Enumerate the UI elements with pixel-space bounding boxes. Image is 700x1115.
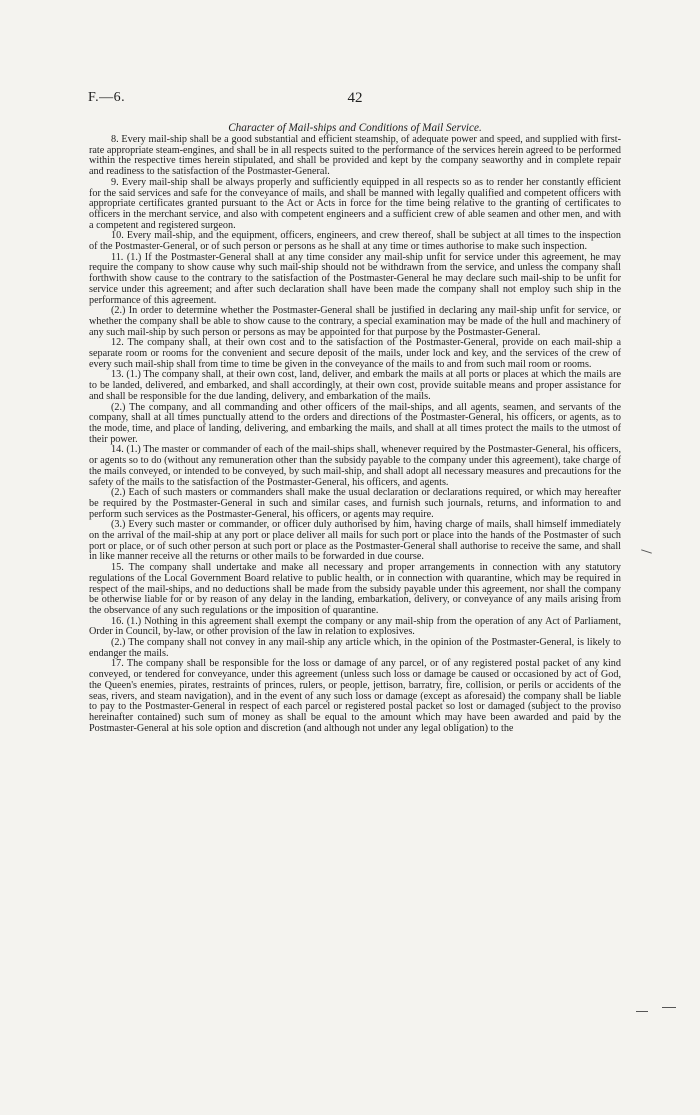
clause-9: 9. Every mail-ship shall be always properly and sufficiently equipped in all respects so as to render her constantly efficient for the said services and safe for the conveyance of mails, and shall be manned with legally qualified and competent officers with appropriate certificates granted pursuant to the Act or Acts in force for the time being relative to the granting of certificates to officers in the merchant service, and also with competent engineers and a sufficient crew of able seamen and other men, and with a competent and registered surgeon. xyxy=(89,176,621,231)
clause-16-1: 16. (1.) Nothing in this agreement shall exempt the company or any mail-ship from the operation of any Act of Parliament, Order in Council, by-law, or other provision of the law in relation to explosives. xyxy=(89,615,621,638)
clause-14-1: 14. (1.) The master or commander of each of the mail-ships shall, whenever required by the Postmaster-General, his officers, or agents so to do (without any remuneration other than the subsidy payable to the company under this agreement), take charge of the mails conveyed, or intended to be conveyed, by such mail-ship, and shall adopt all necessary measures and precautions for the safety of the mails to the satisfaction of the Postmaster-General, his officers, and agents. xyxy=(89,444,621,488)
clause-11-2: (2.) In order to determine whether the Postmaster-General shall be justified in declaring any mail-ship unfit for service, or whether the company shall be able to show cause to the contrary, a special examination may be made of the hull and machinery of any such mail-ship by such person or persons as may be appointed for that purpose by the Postmaster-General. xyxy=(89,305,621,338)
page-header xyxy=(88,90,622,110)
clause-11-1: 11. (1.) If the Postmaster-General shall at any time consider any mail-ship unfit for service under this agreement, he may require the company to show cause why such mail-ship should not be withdrawn from the service, and unless the company shall forthwith show cause to the contrary to the satisfaction of the Postmaster-General he may declare such mail-ship to be unfit for service under this agreement; and after such declaration shall have been made the company shall not employ such ship in the performance of this agreement. xyxy=(89,251,621,306)
clause-8: 8. Every mail-ship shall be a good substantial and efficient steamship, of adequate power and speed, and supplied with first-rate appropriate steam-engines, and shall be in all respects suited to the performance of the services herein agreed to be performed within the respective times herein stipulated, and shall be provided and kept by the company seaworthy and in complete repair and readiness to the satisfaction of the Postmaster-General. xyxy=(89,134,621,178)
clause-14-2: (2.) Each of such masters or commanders shall make the usual declaration or declarations required, or which may hereafter be required by the Postmaster-General in such and similar cases, and furnish such journals, returns, and information to and perform such services as the Postmaster-General, his officers, or agents may require. xyxy=(89,487,621,520)
clause-12: 12. The company shall, at their own cost and to the satisfaction of the Postmaster-General, provide on each mail-ship a separate room or rooms for the convenient and secure deposit of the mails, under lock and key, and the services of the crew of every such mail-ship shall from time to time be given in the conveyance of the mails to and from such mail room or rooms. xyxy=(89,337,621,370)
margin-mark xyxy=(662,1007,676,1008)
clause-10: 10. Every mail-ship, and the equipment, officers, engineers, and crew thereof, shall be subject at all times to the inspection of the Postmaster-General, or of such person or persons as he shall at any time or times authorise to make such inspection. xyxy=(89,230,621,253)
document-body xyxy=(89,135,621,734)
clause-15: 15. The company shall undertake and make all necessary and proper arrangements in connection with any statutory regulations of the Local Government Board relative to public health, or in connection with quarantine, which may be required in respect of the mail-ships, and no deductions shall be made from the subsidy payable under this agreement, nor shall the company be otherwise liable for or by reason of any delay in the landing, embarkation, delivery, or conveyance of any mails arising from the observance of any such regulations or the imposition of quarantine. xyxy=(89,562,621,616)
section-heading: Character of Mail-ships and Conditions of Mail Service. xyxy=(228,122,482,134)
margin-mark xyxy=(636,1011,648,1012)
paper-reference: F.—6. xyxy=(88,90,126,105)
clause-17: 17. The company shall be responsible for the loss or damage of any parcel, or of any registered postal packet of any kind conveyed, or tendered for conveyance, under this agreement (unless such loss or damage be caused or occasioned by act of God, the Queen's enemies, pirates, restraints of princes, rulers, or people, jettison, barratry, fire, collision, or perils or accidents of the seas, rivers, and steam navigation), and in the event of any such loss or damage (except as aforesaid) the company shall be liable to pay to the Postmaster-General in respect of each parcel or registered postal packet so lost or damaged (subject to the proviso hereinafter contained) such sum of money as shall be equal to the amount which may have been awarded and paid by the Postmaster-General at his sole option and discretion (and although not under any legal obligation) to the xyxy=(89,658,621,734)
clause-13-1: 13. (1.) The company shall, at their own cost, land, deliver, and embark the mails at all ports or places at which the mails are to be landed, delivered, and embarked, and shall accordingly, at their own cost, provide suitable means and proper assistance for and shall be responsible for the due landing, delivery, and embarkation of the mails. xyxy=(89,369,621,402)
clause-13-2: (2.) The company, and all commanding and other officers of the mail-ships, and all agents, seamen, and servants of the company, shall at all times punctually attend to the orders and directions of the Postmaster-General, his officers, or agents, as to the mode, time, and place of landing, delivering, and embarking the mails, and shall at all times protect the mails to the utmost of their power. xyxy=(89,401,621,445)
clause-16-2: (2.) The company shall not convey in any mail-ship any article which, in the opinion of the Postmaster-General, is likely to endanger the mails. xyxy=(89,637,621,659)
margin-mark xyxy=(641,549,652,553)
page-number: 42 xyxy=(347,90,363,106)
clause-14-3: (3.) Every such master or commander, or officer duly authorised by him, having charge of mails, shall himself immediately on the arrival of the mail-ship at any port or place deliver all mails for such port or place into the hands of the Postmaster of such port or place, or of such other person at such port or place as the Postmaster-General shall authorise to receive the same, and shall in like manner receive all the returns or other mails to be forwarded in due course. xyxy=(89,519,621,563)
